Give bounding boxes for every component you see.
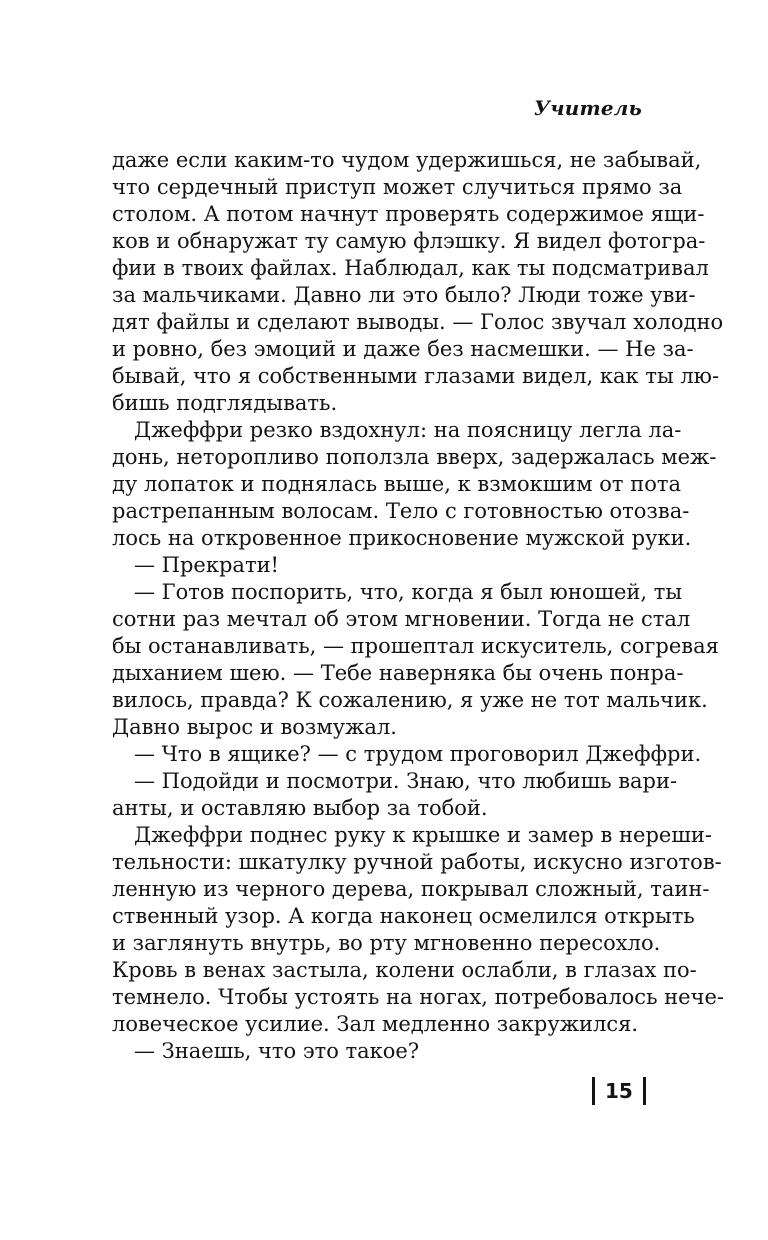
text-line: ленную из черного дерева, покрывал сложный, таин- — [112, 877, 710, 901]
text-line: фии в твоих файлах. Наблюдал, как ты подсматривал — [112, 256, 709, 280]
text-line: — Подойди и посмотри. Знаю, что любишь вари- — [134, 769, 678, 793]
text-line: дыханием шею. — Тебе наверняка бы очень понра- — [112, 661, 684, 685]
text-line: лось на откровенное прикосновение мужской руки. — [112, 526, 692, 550]
text-line: бывай, что я собственными глазами видел, как ты лю- — [112, 364, 720, 388]
text-line: за мальчиками. Давно ли это было? Люди тоже уви- — [112, 283, 696, 307]
folio-right-bar — [643, 1077, 646, 1105]
text-line: — Готов поспорить, что, когда я был юношей, ты — [134, 580, 683, 604]
text-line: — Что в ящике? — с трудом проговорил Джеффри. — [134, 742, 702, 766]
text-line: Джеффри поднес руку к крышке и замер в нереши- — [134, 823, 712, 847]
text-line: столом. А потом начнут проверять содержимое ящи- — [112, 202, 705, 226]
text-line: ду лопаток и поднялась выше, к взмокшим от пота — [112, 472, 681, 496]
text-line: бы останавливать, — прошептал искуситель, согревая — [112, 634, 719, 658]
text-line: анты, и оставляю выбор за тобой. — [112, 796, 488, 820]
text-line: растрепанным волосам. Тело с готовностью отозва- — [112, 499, 690, 523]
text-line: ловеческое усилие. Зал медленно закружился. — [112, 1012, 639, 1036]
text-line: и ровно, без эмоций и даже без насмешки. — Не за- — [112, 337, 694, 361]
running-head: Учитель — [533, 96, 642, 120]
text-line: — Знаешь, что это такое? — [134, 1039, 420, 1063]
text-line: Давно вырос и возмужал. — [112, 715, 397, 739]
text-line: бишь подглядывать. — [112, 391, 338, 415]
text-line: Джеффри резко вздохнул: на поясницу легла ла- — [134, 418, 682, 442]
body-text — [112, 147, 725, 1065]
text-line: ственный узор. А когда наконец осмелился открыть — [112, 904, 695, 928]
text-line: донь, неторопливо поползла вверх, задержалась меж- — [112, 445, 717, 469]
text-line: и заглянуть внутрь, во рту мгновенно пересохло. — [112, 931, 661, 955]
text-line: сотни раз мечтал об этом мгновении. Тогда не стал — [112, 607, 691, 631]
text-line: ков и обнаружат ту самую флэшку. Я видел фотогра- — [112, 229, 706, 253]
text-line: Кровь в венах застыла, колени ослабли, в глазах по- — [112, 958, 697, 982]
text-line: вилось, правда? К сожалению, я уже не тот мальчик. — [112, 688, 708, 712]
page-number: 15 — [605, 1079, 633, 1103]
text-line: темнело. Чтобы устоять на ногах, потребовалось нече- — [112, 985, 725, 1009]
text-line: даже если каким-то чудом удержишься, не забывай, — [112, 148, 702, 172]
text-line: что сердечный приступ может случиться прямо за — [112, 175, 683, 199]
text-line: — Прекрати! — [134, 553, 280, 577]
text-line: тельности: шкатулку ручной работы, искусно изготов- — [112, 850, 722, 874]
text-line: дят файлы и сделают выводы. — Голос звучал холодно — [112, 310, 724, 334]
page-number-box — [592, 1077, 646, 1105]
